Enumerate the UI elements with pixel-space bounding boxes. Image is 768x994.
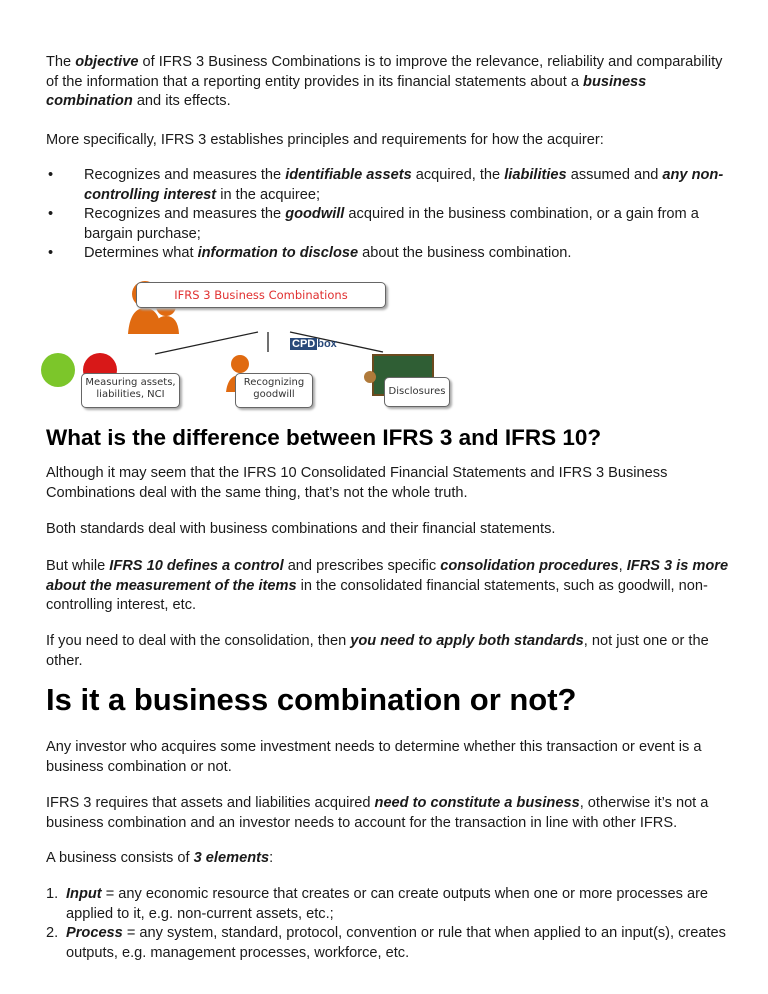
elements-list [46,885,736,963]
paragraph: If you need to deal with the consolidation, then you need to apply both standards, not just one or the other. [46,633,709,669]
paragraph: Any investor who acquires some investment needs to determine whether this transaction or event is a business combination or not. [46,739,702,775]
paragraph: But while IFRS 10 defines a control and prescribes specific consolidation procedures, IFRS 3 is more about the measurement of the items in the consolidated financial statements, such as goodwill, non-controlling interest, etc. [46,558,729,613]
paragraph: Both standards deal with business combinations and their financial statements. [46,521,556,537]
arrows [155,332,383,354]
paragraph: Although it may seem that the IFRS 10 Consolidated Financial Statements and IFRS 3 Business Combinations deal with the same thing, that’s not the whole truth. [46,465,668,501]
paragraph: A business consists of 3 elements: [46,850,274,866]
box-disclosures: Disclosures [384,377,450,407]
requirements-list [46,166,736,264]
list-item: • Recognizes and measures the goodwill acquired in the business combination, or a gain from a bargain purchase; [46,205,736,244]
list-item: 2. Process = any system, standard, protocol, convention or rule that when applied to an input(s), creates outputs, e.g. management processes, workforce, etc. [46,925,726,961]
section-heading-difference: What is the difference between IFRS 3 and IFRS 10? [46,425,602,450]
acquirer-intro: More specifically, IFRS 3 establishes principles and requirements for how the acquirer: [46,132,604,148]
list-item: 1. Input = any economic resource that creates or can create outputs when one or more processes are applied to it, e.g. non-current assets, etc.; [46,886,709,922]
box-measuring: Measuring assets, liabilities, NCI [81,373,180,408]
teacher-icon [364,371,376,383]
paragraph: IFRS 3 requires that assets and liabilities acquired need to constitute a business, otherwise it’s not a business combination and an investor needs to account for the transaction in line with other IFRS. [46,795,709,831]
section-heading-business-combination: Is it a business combination or not? [46,682,577,717]
list-item: • Determines what information to disclose about the business combination. [46,244,736,264]
diagram-title: IFRS 3 Business Combinations [136,282,386,308]
box-goodwill: Recognizing goodwill [235,373,313,408]
intro-paragraph: The objective of IFRS 3 Business Combinations is to improve the relevance, reliability and comparability of the information that a reporting entity provides in its financial statements about a business combination and its effects. [46,54,723,109]
ifrs3-diagram [40,272,460,414]
list-item: • Recognizes and measures the identifiable assets acquired, the liabilities assumed and any non-controlling interest in the acquiree; [46,166,736,205]
cpdbox-logo: CPD box [292,338,337,350]
